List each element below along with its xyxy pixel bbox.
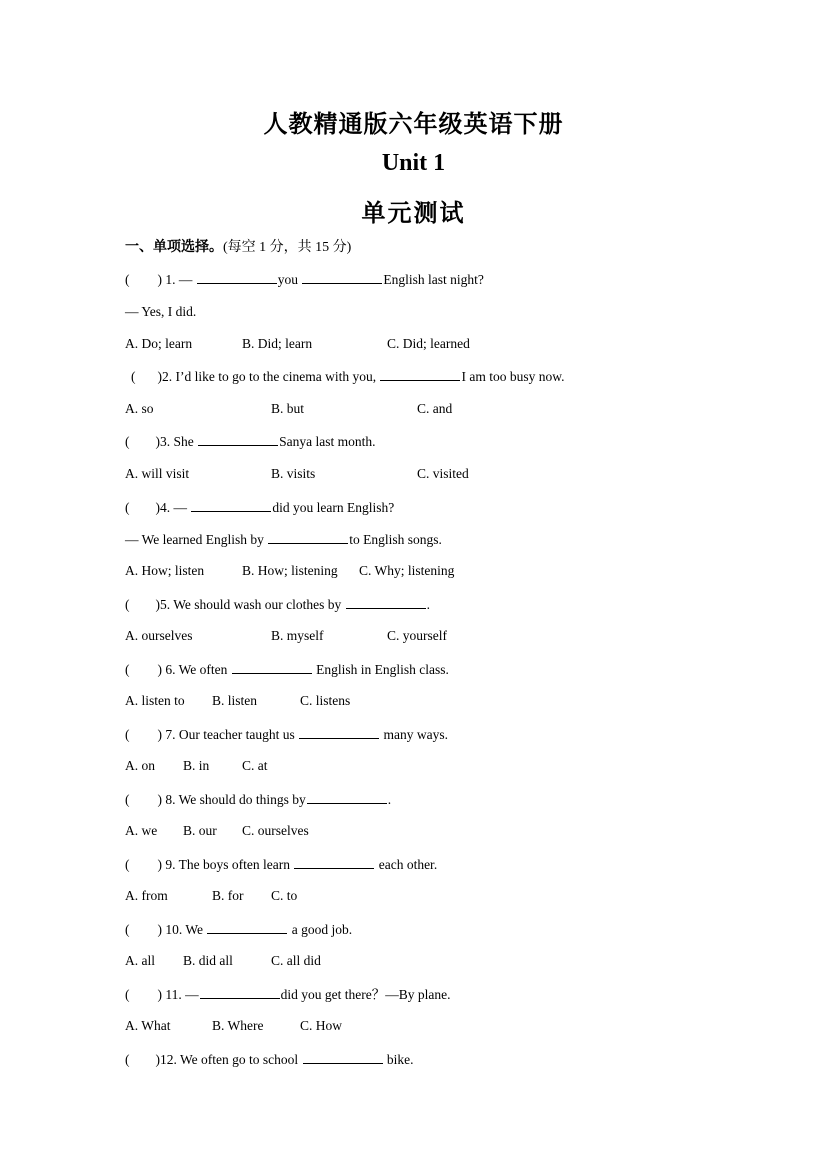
option-b: B. How; listening bbox=[242, 563, 338, 578]
option-c: C. Why; listening bbox=[359, 563, 455, 578]
option-b: B. for bbox=[212, 888, 244, 903]
document-title: 人教精通版六年级英语下册 bbox=[263, 112, 564, 138]
answer-blank bbox=[307, 789, 387, 804]
section-note: (每空 1 分，共 15 分) bbox=[223, 240, 352, 255]
question-11: ( ) 11. — did you get there？—By plane. bbox=[125, 984, 450, 1005]
option-a: A. ourselves bbox=[125, 628, 193, 643]
question-5-options bbox=[125, 626, 725, 646]
option-a: A. will visit bbox=[125, 466, 190, 481]
option-b: B. Where bbox=[212, 1018, 264, 1033]
question-2: ( )2. I’d like to go to the cinema with you, I am too busy now. bbox=[131, 366, 564, 387]
option-a: A. so bbox=[125, 401, 154, 416]
option-c: C. and bbox=[417, 401, 453, 416]
question-8: ( ) 8. We should do things by . bbox=[125, 789, 391, 810]
option-b: B. but bbox=[271, 401, 305, 416]
answer-blank bbox=[302, 269, 382, 284]
option-b: B. did all bbox=[183, 953, 233, 968]
option-a: A. What bbox=[125, 1018, 171, 1033]
answer-blank bbox=[200, 984, 280, 999]
unit-title: Unit 1 bbox=[381, 150, 446, 176]
question-4-options bbox=[125, 561, 725, 581]
question-10: ( ) 10. We a good job. bbox=[125, 919, 352, 940]
question-8-options bbox=[125, 821, 725, 841]
question-3-options bbox=[125, 464, 725, 484]
answer-blank bbox=[197, 269, 277, 284]
answer-blank bbox=[380, 366, 460, 381]
question-7: ( ) 7. Our teacher taught us many ways. bbox=[125, 724, 448, 745]
question-5: ( )5. We should wash our clothes by . bbox=[125, 594, 430, 615]
answer-blank bbox=[191, 497, 271, 512]
answer-blank bbox=[268, 529, 348, 544]
question-6: ( ) 6. We often English in English class. bbox=[125, 659, 449, 680]
answer-blank bbox=[346, 594, 426, 609]
option-c: C. to bbox=[271, 888, 298, 903]
option-c: C. How bbox=[300, 1018, 343, 1033]
option-a: A. on bbox=[125, 758, 155, 773]
question-1: ( ) 1. — you English last night? bbox=[125, 269, 484, 290]
option-b: B. myself bbox=[271, 628, 324, 643]
section-label: 一、单项选择。 bbox=[125, 240, 223, 255]
question-1-options bbox=[125, 334, 725, 354]
test-subtitle: 单元测试 bbox=[361, 201, 466, 227]
question-12: ( )12. We often go to school bike. bbox=[125, 1049, 414, 1070]
option-b: B. our bbox=[183, 823, 217, 838]
answer-blank bbox=[303, 1049, 383, 1064]
answer-blank bbox=[207, 919, 287, 934]
question-11-options bbox=[125, 1016, 725, 1036]
option-b: B. visits bbox=[271, 466, 316, 481]
question-4-answer: — We learned English by to English songs. bbox=[125, 529, 442, 550]
answer-blank bbox=[232, 659, 312, 674]
question-3: ( )3. She Sanya last month. bbox=[125, 431, 376, 452]
answer-blank bbox=[294, 854, 374, 869]
option-b: B. Did; learn bbox=[242, 336, 313, 351]
question-10-options bbox=[125, 951, 725, 971]
answer-blank bbox=[299, 724, 379, 739]
option-c: C. at bbox=[242, 758, 268, 773]
option-b: B. listen bbox=[212, 693, 258, 708]
option-c: C. visited bbox=[417, 466, 469, 481]
option-a: A. all bbox=[125, 953, 155, 968]
question-9: ( ) 9. The boys often learn each other. bbox=[125, 854, 437, 875]
question-1-answer: — Yes, I did. bbox=[125, 304, 197, 319]
option-b: B. in bbox=[183, 758, 210, 773]
question-4: ( )4. — did you learn English? bbox=[125, 497, 394, 518]
option-a: A. How; listen bbox=[125, 563, 205, 578]
question-6-options bbox=[125, 691, 725, 711]
option-a: A. from bbox=[125, 888, 168, 903]
question-7-options bbox=[125, 756, 725, 776]
option-c: C. all did bbox=[271, 953, 321, 968]
option-c: C. listens bbox=[300, 693, 351, 708]
option-c: C. yourself bbox=[387, 628, 447, 643]
section-heading bbox=[125, 236, 351, 256]
question-2-options bbox=[125, 399, 725, 419]
option-c: C. Did; learned bbox=[387, 336, 470, 351]
option-a: A. we bbox=[125, 823, 158, 838]
option-c: C. ourselves bbox=[242, 823, 309, 838]
option-a: A. Do; learn bbox=[125, 336, 193, 351]
answer-blank bbox=[198, 431, 278, 446]
question-9-options bbox=[125, 886, 725, 906]
option-a: A. listen to bbox=[125, 693, 185, 708]
